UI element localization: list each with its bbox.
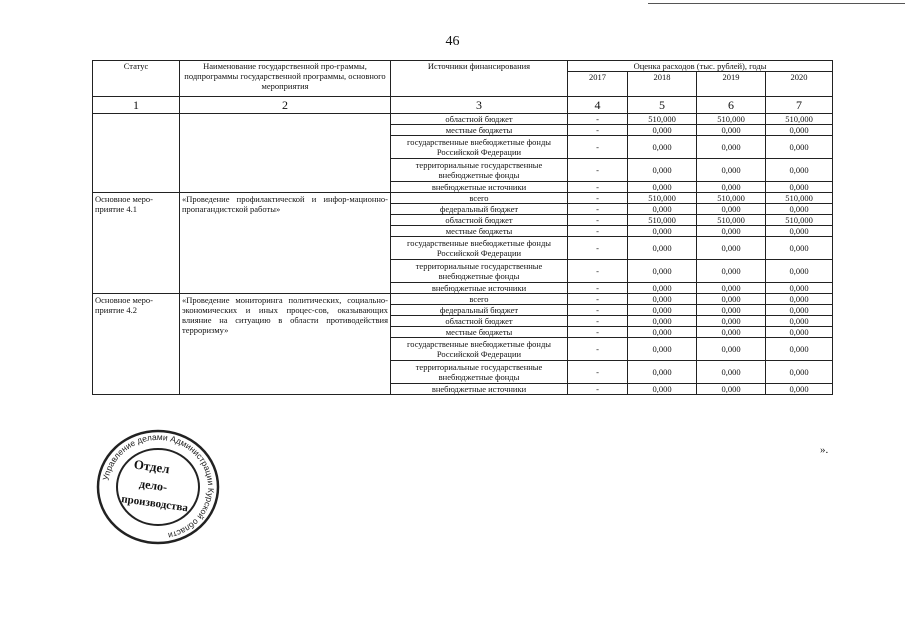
stamp-line: дело- xyxy=(138,476,169,495)
stamp-ring-text: Управление делами Администрации Курской области xyxy=(100,431,217,541)
amount-cell: 0,000 xyxy=(766,384,833,395)
amount-cell: 0,000 xyxy=(628,182,697,193)
column-number: 5 xyxy=(628,97,697,114)
header-sources: Источники финансирования xyxy=(391,61,568,97)
amount-cell: 0,000 xyxy=(697,125,766,136)
amount-cell: - xyxy=(568,283,628,294)
amount-cell: 0,000 xyxy=(628,305,697,316)
funding-source-cell: государственные внебюджетные фонды Российской Федерации xyxy=(391,237,568,260)
amount-cell: 0,000 xyxy=(697,283,766,294)
amount-cell: 0,000 xyxy=(628,125,697,136)
amount-cell: - xyxy=(568,316,628,327)
amount-cell: 0,000 xyxy=(628,136,697,159)
amount-cell: 510,000 xyxy=(697,193,766,204)
funding-source-cell: всего xyxy=(391,294,568,305)
status-cell: Основное меро-приятие 4.1 xyxy=(93,193,180,294)
header-status: Статус xyxy=(93,61,180,97)
expenditure-table xyxy=(92,60,833,395)
funding-source-cell: внебюджетные источники xyxy=(391,182,568,193)
amount-cell: 0,000 xyxy=(628,159,697,182)
amount-cell: - xyxy=(568,237,628,260)
header-year: 2017 xyxy=(568,72,628,97)
column-number: 7 xyxy=(766,97,833,114)
funding-source-cell: внебюджетные источники xyxy=(391,283,568,294)
amount-cell: - xyxy=(568,193,628,204)
status-cell xyxy=(93,114,180,193)
amount-cell: 0,000 xyxy=(766,204,833,215)
amount-cell: 0,000 xyxy=(628,294,697,305)
stamp-line: производства xyxy=(120,493,189,515)
column-number: 1 xyxy=(93,97,180,114)
amount-cell: 0,000 xyxy=(697,305,766,316)
funding-source-cell: федеральный бюджет xyxy=(391,204,568,215)
amount-cell: 510,000 xyxy=(766,114,833,125)
amount-cell: 0,000 xyxy=(766,361,833,384)
amount-cell: 0,000 xyxy=(628,327,697,338)
amount-cell: 0,000 xyxy=(697,294,766,305)
amount-cell: 0,000 xyxy=(766,305,833,316)
amount-cell: 0,000 xyxy=(766,338,833,361)
column-number: 4 xyxy=(568,97,628,114)
amount-cell: 0,000 xyxy=(697,260,766,283)
funding-source-cell: территориальные государственные внебюджетные фонды xyxy=(391,260,568,283)
amount-cell: 0,000 xyxy=(766,182,833,193)
amount-cell: - xyxy=(568,114,628,125)
amount-cell: 0,000 xyxy=(628,338,697,361)
funding-source-cell: местные бюджеты xyxy=(391,327,568,338)
amount-cell: 510,000 xyxy=(766,193,833,204)
funding-source-cell: государственные внебюджетные фонды Российской Федерации xyxy=(391,136,568,159)
amount-cell: - xyxy=(568,136,628,159)
top-rule xyxy=(648,3,905,4)
amount-cell: - xyxy=(568,260,628,283)
funding-source-cell: внебюджетные источники xyxy=(391,384,568,395)
amount-cell: 0,000 xyxy=(766,327,833,338)
table-row xyxy=(93,294,833,305)
amount-cell: 0,000 xyxy=(628,384,697,395)
measure-name-cell xyxy=(180,114,391,193)
amount-cell: 0,000 xyxy=(697,237,766,260)
amount-cell: 0,000 xyxy=(766,294,833,305)
amount-cell: 0,000 xyxy=(697,182,766,193)
table-row xyxy=(93,114,833,125)
column-number: 2 xyxy=(180,97,391,114)
amount-cell: 0,000 xyxy=(628,260,697,283)
amount-cell: 0,000 xyxy=(766,283,833,294)
funding-source-cell: областной бюджет xyxy=(391,316,568,327)
amount-cell: 0,000 xyxy=(766,260,833,283)
amount-cell: - xyxy=(568,305,628,316)
amount-cell: - xyxy=(568,125,628,136)
amount-cell: 0,000 xyxy=(697,204,766,215)
funding-source-cell: федеральный бюджет xyxy=(391,305,568,316)
funding-source-cell: областной бюджет xyxy=(391,215,568,226)
amount-cell: 0,000 xyxy=(697,384,766,395)
page-number: 46 xyxy=(445,34,460,49)
amount-cell: 0,000 xyxy=(766,159,833,182)
amount-cell: - xyxy=(568,327,628,338)
amount-cell: 0,000 xyxy=(697,226,766,237)
amount-cell: 0,000 xyxy=(766,125,833,136)
funding-source-cell: территориальные государственные внебюджетные фонды xyxy=(391,361,568,384)
amount-cell: 510,000 xyxy=(628,215,697,226)
table-body xyxy=(93,114,833,395)
amount-cell: 0,000 xyxy=(628,316,697,327)
amount-cell: 0,000 xyxy=(766,226,833,237)
amount-cell: 0,000 xyxy=(697,136,766,159)
funding-source-cell: областной бюджет xyxy=(391,114,568,125)
header-name: Наименование государственной про-граммы, подпрограммы государственной программы, основного мероприятия xyxy=(180,61,391,97)
amount-cell: 0,000 xyxy=(697,316,766,327)
amount-cell: 510,000 xyxy=(628,193,697,204)
column-number: 3 xyxy=(391,97,568,114)
header-year: 2018 xyxy=(628,72,697,97)
funding-source-cell: местные бюджеты xyxy=(391,226,568,237)
amount-cell: - xyxy=(568,226,628,237)
amount-cell: 0,000 xyxy=(697,327,766,338)
amount-cell: - xyxy=(568,159,628,182)
amount-cell: - xyxy=(568,215,628,226)
closing-quote: ». xyxy=(820,444,829,456)
amount-cell: 510,000 xyxy=(697,215,766,226)
amount-cell: 0,000 xyxy=(628,283,697,294)
amount-cell: 0,000 xyxy=(697,338,766,361)
amount-cell: 0,000 xyxy=(766,136,833,159)
amount-cell: 0,000 xyxy=(628,204,697,215)
amount-cell: 0,000 xyxy=(697,159,766,182)
stamp-line: Отдел xyxy=(132,456,171,477)
amount-cell: - xyxy=(568,182,628,193)
amount-cell: 510,000 xyxy=(697,114,766,125)
header-estimate: Оценка расходов (тыс. рублей), годы xyxy=(568,61,833,72)
amount-cell: - xyxy=(568,338,628,361)
table-row xyxy=(93,193,833,204)
amount-cell: 0,000 xyxy=(628,361,697,384)
office-stamp xyxy=(95,428,221,546)
amount-cell: - xyxy=(568,384,628,395)
amount-cell: 510,000 xyxy=(628,114,697,125)
amount-cell: - xyxy=(568,294,628,305)
funding-source-cell: местные бюджеты xyxy=(391,125,568,136)
column-number: 6 xyxy=(697,97,766,114)
amount-cell: 0,000 xyxy=(766,237,833,260)
funding-source-cell: государственные внебюджетные фонды Российской Федерации xyxy=(391,338,568,361)
amount-cell: 0,000 xyxy=(628,237,697,260)
header-year: 2019 xyxy=(697,72,766,97)
header-year: 2020 xyxy=(766,72,833,97)
amount-cell: 0,000 xyxy=(697,361,766,384)
amount-cell: 0,000 xyxy=(766,316,833,327)
amount-cell: - xyxy=(568,204,628,215)
amount-cell: 510,000 xyxy=(766,215,833,226)
amount-cell: 0,000 xyxy=(628,226,697,237)
funding-source-cell: всего xyxy=(391,193,568,204)
measure-name-cell: «Проведение профилактической и инфор-мационно-пропагандистской работы» xyxy=(180,193,391,294)
status-cell: Основное меро-приятие 4.2 xyxy=(93,294,180,395)
amount-cell: - xyxy=(568,361,628,384)
measure-name-cell: «Проведение мониторинга политических, социально-экономических и иных процес-сов, оказывающих влияние на ситуацию в области противодействия терроризму» xyxy=(180,294,391,395)
funding-source-cell: территориальные государственные внебюджетные фонды xyxy=(391,159,568,182)
